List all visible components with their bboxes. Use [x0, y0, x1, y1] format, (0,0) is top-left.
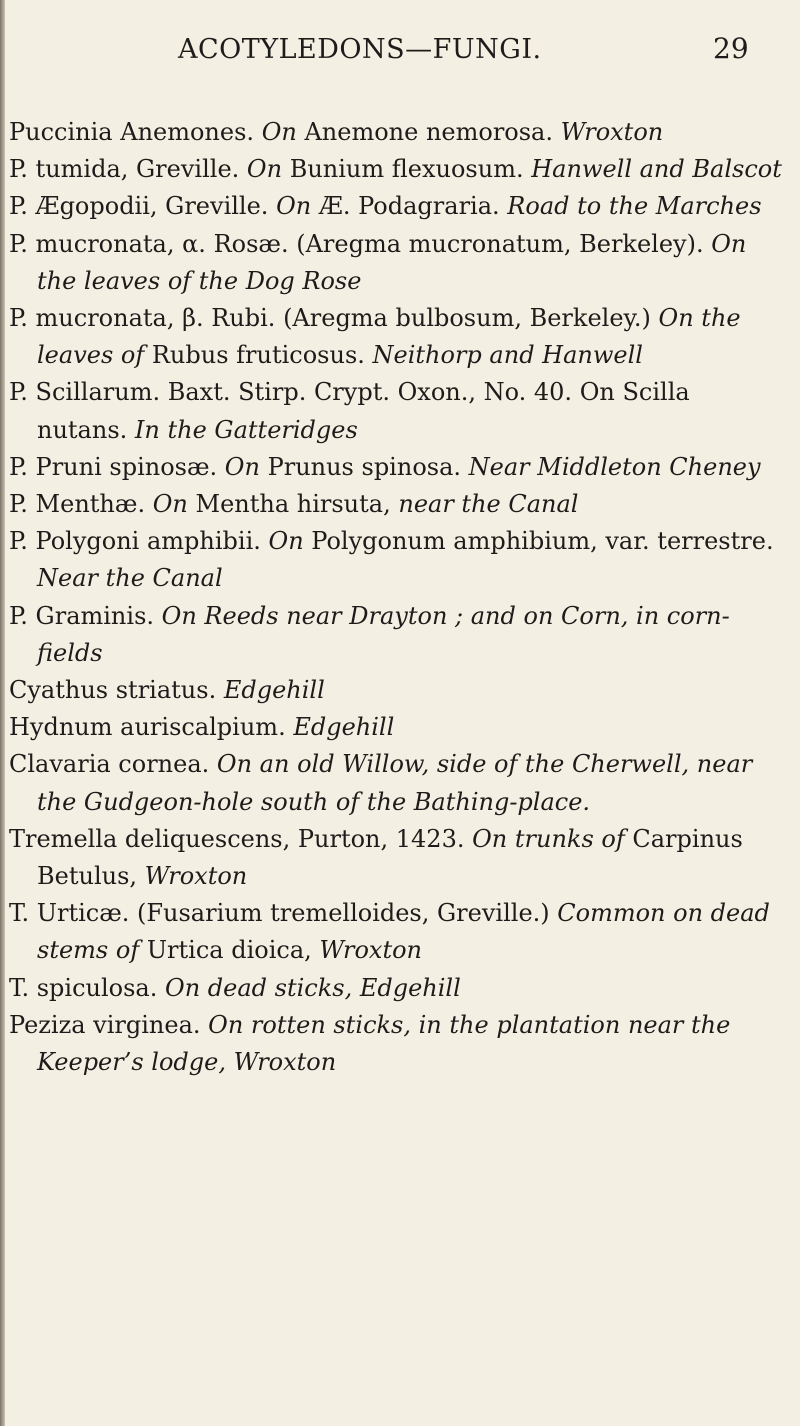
list-item: P. tumida, Greville. On Bunium flexuosum. Hanwell and Balscot: [9, 155, 782, 184]
list-item: P. Menthæ. On Mentha hirsuta, near the Canal: [9, 490, 579, 519]
list-item: Peziza virginea. On rotten sticks, in the plantation near the Keeper’s lodge, Wroxton: [9, 1010, 731, 1077]
list-item: T. spiculosa. On dead sticks, Edgehill: [9, 973, 461, 1002]
list-item: P. Polygoni amphibii. On Polygonum amphibium, var. terrestre. Near the Canal: [9, 527, 774, 593]
list-item: Puccinia Anemones. On Anemone nemorosa. Wroxton: [9, 118, 664, 146]
species-list: [9, 114, 784, 1081]
list-item: P. mucronata, α. Rosæ. (Aregma mucronatum, Berkeley). On the leaves of the Dog Rose: [9, 229, 747, 295]
page-number: 29: [713, 32, 749, 65]
list-item: P. mucronata, β. Rubi. (Aregma bulbosum, Berkeley.) On the leaves of Rubus fruticosus. Neithorp and Hanwell: [9, 304, 741, 370]
list-item: Hydnum auriscalpium. Edgehill: [9, 713, 395, 742]
list-item: P. Pruni spinosæ. On Prunus spinosa. Near Middleton Cheney: [9, 452, 761, 481]
list-item: T. Urticæ. (Fusarium tremelloides, Greville.) Common on dead stems of Urtica dioica, Wroxton: [9, 899, 770, 965]
page-gutter-shadow: [0, 0, 5, 1426]
list-item: P. Graminis. On Reeds near Drayton ; and on Corn, in corn-fields: [9, 601, 730, 667]
list-item: Tremella deliquescens, Purton, 1423. On trunks of Carpinus Betulus, Wroxton: [9, 824, 743, 891]
list-item: Clavaria cornea. On an old Willow, side of the Cherwell, near the Gudgeon-hole south of the Bathing-place.: [9, 750, 753, 816]
running-head: ACOTYLEDONS—FUNGI.: [178, 34, 542, 65]
list-item: P. Scillarum. Baxt. Stirp. Crypt. Oxon., No. 40. On Scilla nutans. In the Gatteridges: [9, 378, 690, 444]
page-header: [0, 20, 800, 70]
list-item: P. Ægopodii, Greville. On Æ. Podagraria. Road to the Marches: [9, 192, 762, 221]
list-item: Cyathus striatus. Edgehill: [9, 676, 325, 705]
